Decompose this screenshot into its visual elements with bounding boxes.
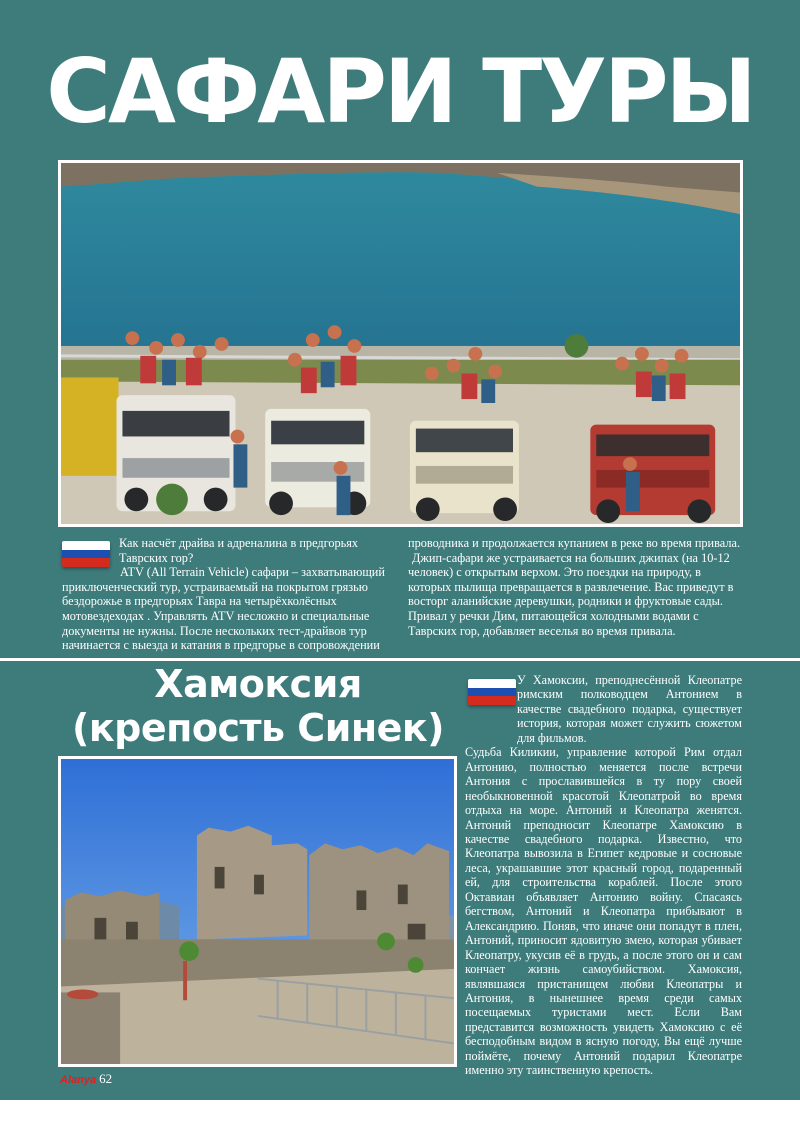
safari-continuation: проводника и продолжается купанием в реке во время привала. [408,536,741,550]
hamoksia-story: Судьба Киликии, управление которой Рим отдал Антонию, полностью меняется после встречи Антония с прославившейся в ту пору своей необыкновенной красотой Клеопатрой во время отдыха на море. Антоний и Клеопатра женятся. Антоний преподносит Клеопатре Хамоксию в качестве свадебного подарка. Известно, что Клеопатра вывозила в Египет кедровые и сосновые леса, украшавшие этот красный город, подаренный ей, для строительства кораблей. После этого Октавиан объявляет Антонию войну. Спасаясь бегством, Антоний и Клеопатра прибывают в Александрию. Поняв, что иначе они попадут в плен, Антоний, приносит ядовитую змею, которая убивает Клеопатру, укусив её в грудь, а после этого он и сам кончает жизнь самоубийством. Хамоксия, являвшаяся пристанищем любви Клеопатры и Антония, в нынешнее время среди самых посещаемых туристами мест. Если Вам представится возможность увидеть Хамоксию с её бесподобным видом в ясную погоду, Вы ещё лучше поймёте, почему Антоний подарил Клеопатре именно эту таинственную крепость. [465,745,742,1078]
safari-text-column-1 [62,536,400,653]
safari-atv-paragraph: ATV (All Terrain Vehicle) сафари – захватывающий приключенческий тур, устраиваемый на покрытом грязью бездорожье в предгорьях Тавра на четырёхколёсных мотовездеходах . Управлять ATV несложно и специальные документы не нужны. После нескольких тест-драйвов тур начинается с выезда и катания в предгорье в сопровождении [62,565,385,653]
alanya-logo: Alanya [60,1074,97,1086]
hamoksia-intro: У Хамоксии, преподнесённой Клеопатре римским полководцем Антонием в качестве свадебного подарка, существует история, которая может служить сюжетом для фильмов. [517,673,742,745]
fortress-photo [58,756,457,1067]
section-divider [0,658,800,661]
safari-intro: Как насчёт драйва и адреналина в предгорьях Таврских гор? [119,536,359,565]
page-title: САФАРИ ТУРЫ [46,40,754,143]
page-number: 62 [99,1071,113,1086]
safari-jeep-paragraph: Джип-сафари же устраивается на больших джипах (на 10-12 человек) с открытым верхом. Это поездки на природу, в которых пылища превращается в развлечение. Вас приведут в восторг аланийские деревушки, родники и фруктовые сады. Привал у речки Дим, питающейся холодными водами с Таврских гор, добавляет веселья во время привала. [408,550,734,638]
page-bottom-margin [0,1100,800,1122]
hamoksia-text [465,673,742,1078]
jeep-safari-photo [58,160,743,527]
page-footer [60,1071,112,1087]
safari-text-column-2 [408,536,746,638]
section-title: Хамоксия (крепость Синек) [72,662,444,750]
